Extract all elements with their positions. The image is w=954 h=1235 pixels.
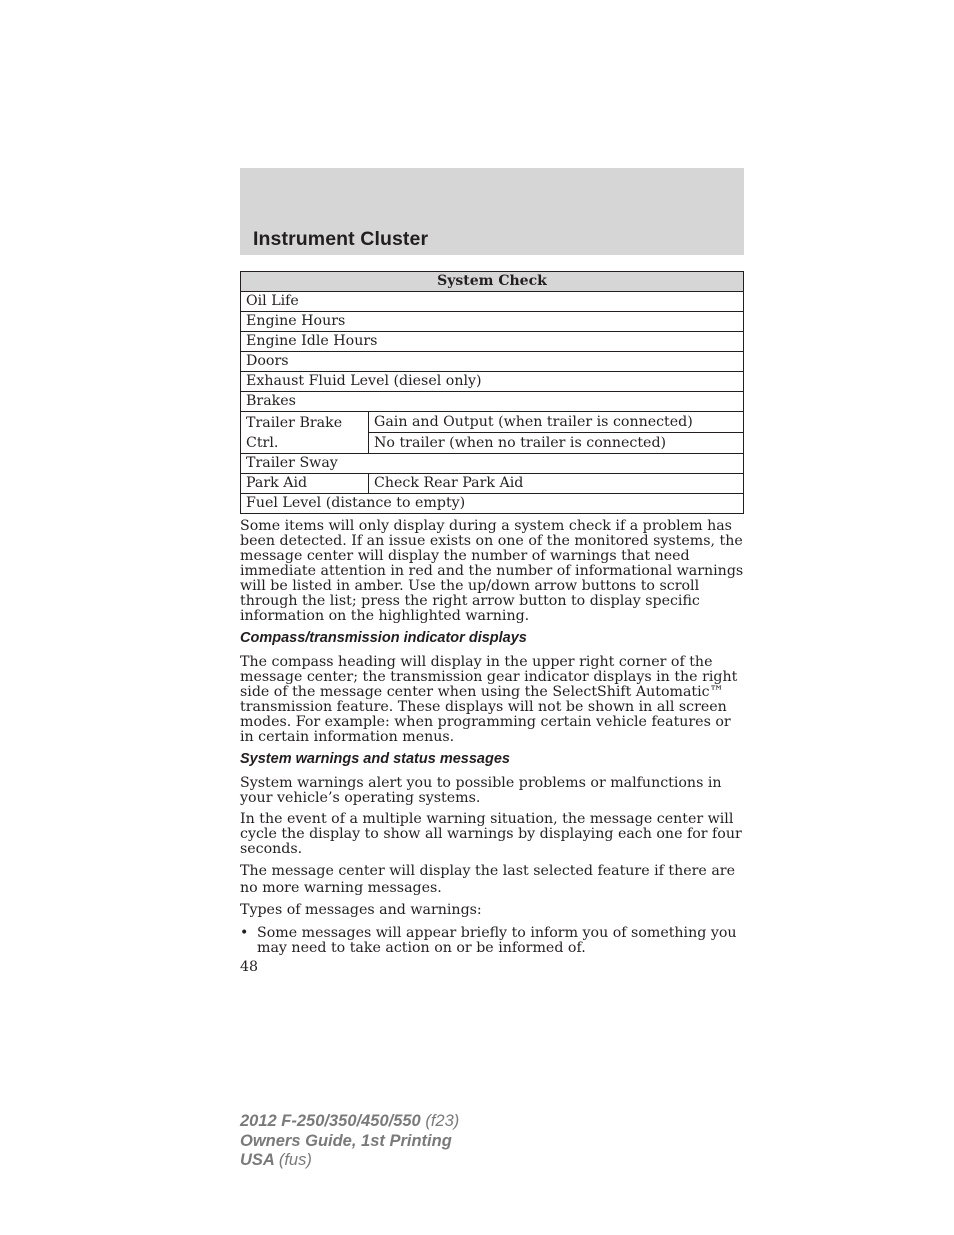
- table-row: [241, 392, 744, 412]
- body-text: [240, 519, 744, 975]
- footer-model-code: (f23): [425, 1112, 460, 1130]
- warnings-paragraph-3: The message center will display the last selected feature if there are no more warning messages.: [240, 863, 735, 896]
- compass-paragraph: The compass heading will display in the upper right corner of the message center; the transmission gear indicator displays in the right side of the message center when using the SelectShift Automatic™ transmission feature. These displays will not be shown in all screen modes. For example: when programming certain vehicle features or in certain information menus.: [240, 654, 738, 745]
- section-title: Instrument Cluster: [253, 228, 429, 250]
- table-row: [241, 292, 744, 312]
- page-number: 48: [240, 959, 259, 975]
- row-exhaust-fluid: Exhaust Fluid Level (diesel only): [241, 372, 744, 392]
- row-park-aid-value: Check Rear Park Aid: [369, 474, 744, 494]
- trailer-brake-option-connected: Gain and Output (when trailer is connected): [369, 412, 744, 433]
- bullet-icon: •: [240, 925, 249, 941]
- row-trailer-brake-label: Trailer Brake Ctrl.: [241, 412, 369, 454]
- row-engine-hours: Engine Hours: [241, 312, 744, 332]
- footer-imprint: [240, 1112, 459, 1171]
- row-engine-idle-hours: Engine Idle Hours: [241, 332, 744, 352]
- warnings-paragraph-2: In the event of a multiple warning situation, the message center will cycle the display to show all warnings by displaying each one for four seconds.: [240, 811, 742, 857]
- warnings-paragraph-1: System warnings alert you to possible problems or malfunctions in your vehicle’s operating systems.: [240, 775, 722, 806]
- footer-model: 2012 F-250/350/450/550: [240, 1112, 421, 1130]
- footer-line-1: [240, 1112, 459, 1132]
- row-trailer-sway: Trailer Sway: [241, 454, 744, 474]
- row-oil-life: Oil Life: [241, 292, 744, 312]
- footer-line-3: [240, 1151, 459, 1171]
- intro-paragraph: Some items will only display during a system check if a problem has been detected. If an issue exists on one of the monitored systems, the message center will display the number of warnings that need immediate attention in red and the number of informational warnings will be listed in amber. Use the up/down arrow buttons to scroll through the list; press the right arrow button to display specific information on the highlighted warning.: [240, 518, 744, 624]
- table-row: [241, 372, 744, 392]
- types-paragraph: Types of messages and warnings:: [240, 902, 482, 918]
- table-heading: System Check: [241, 272, 744, 292]
- table-row: [241, 412, 744, 433]
- bullet-item: [240, 926, 744, 956]
- table-row: [241, 494, 744, 514]
- table-header-row: [241, 272, 744, 292]
- section-header-band: [240, 168, 744, 255]
- row-brakes: Brakes: [241, 392, 744, 412]
- table-row: [241, 454, 744, 474]
- table-row: [241, 332, 744, 352]
- table-row: [241, 474, 744, 494]
- bullet-text: Some messages will appear briefly to inform you of something you may need to take action on or be informed of.: [257, 925, 737, 956]
- row-doors: Doors: [241, 352, 744, 372]
- trailer-brake-option-no-trailer: No trailer (when no trailer is connected): [369, 433, 744, 454]
- warnings-heading: System warnings and status messages: [240, 751, 510, 767]
- row-fuel-level: Fuel Level (distance to empty): [241, 494, 744, 514]
- footer-region: USA: [240, 1151, 275, 1169]
- table-row: [241, 312, 744, 332]
- row-park-aid-label: Park Aid: [241, 474, 369, 494]
- table-row: [241, 352, 744, 372]
- compass-heading: Compass/transmission indicator displays: [240, 630, 527, 646]
- system-check-table: [240, 271, 744, 514]
- footer-line-2: Owners Guide, 1st Printing: [240, 1131, 452, 1150]
- footer-region-code: (fus): [278, 1151, 312, 1169]
